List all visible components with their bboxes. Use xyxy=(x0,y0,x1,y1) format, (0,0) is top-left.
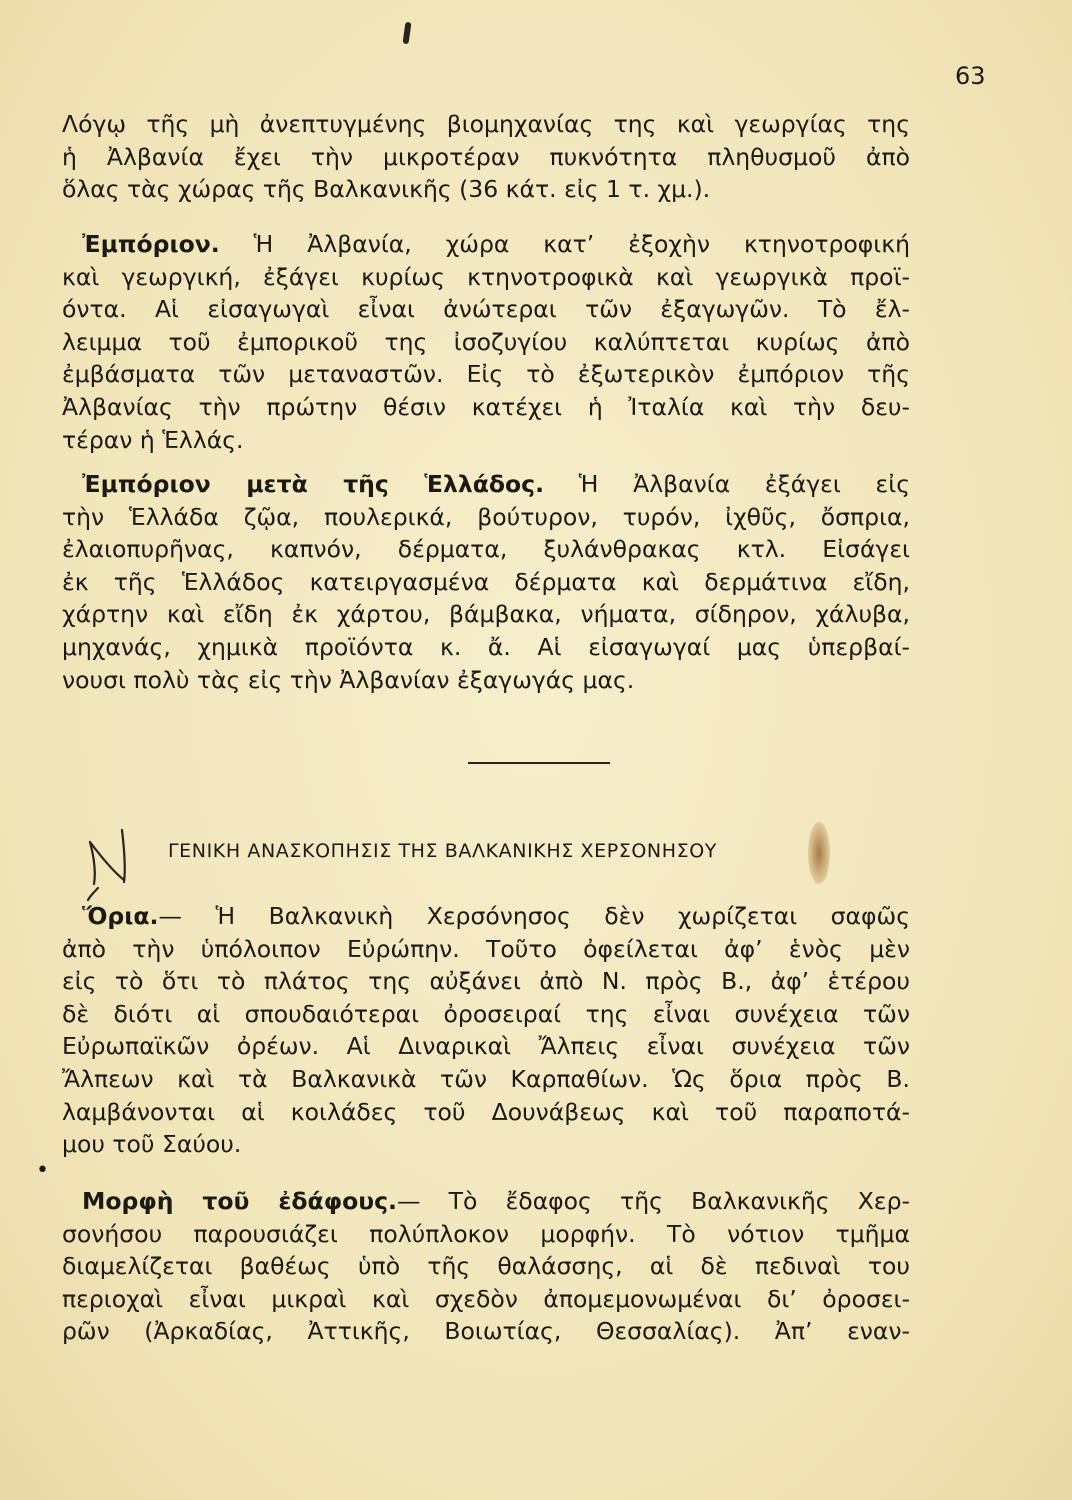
handwritten-initial-n xyxy=(80,822,142,902)
text-line: χάρτην καὶ εἴδη ἐκ χάρτου, βάμβακα, νήματα, σίδηρον, χάλυβα, xyxy=(62,600,910,629)
paragraph-terrain xyxy=(62,1185,910,1348)
paragraph-heading: Ὅρια. xyxy=(82,902,159,930)
paragraph-heading: Μορφὴ τοῦ ἐδάφους. xyxy=(82,1187,397,1215)
text-line: τέραν ἡ Ἑλλάς. xyxy=(62,425,244,454)
text-line xyxy=(62,900,910,933)
text-fragment: Ἡ Ἀλβανία, χώρα κατ’ ἐξοχὴν κτηνοτροφική xyxy=(253,230,910,258)
paragraph-trade-greece xyxy=(62,468,910,696)
text-fragment: — Τὸ ἔδαφος τῆς Βαλκανικῆς Χερ- xyxy=(396,1187,910,1215)
paragraph-trade xyxy=(62,228,910,456)
text-line: λαμβάνονται αἱ κοιλάδες τοῦ Δουνάβεως καὶ τοῦ παραποτά- xyxy=(62,1097,910,1126)
text-line: Εὐρωπαϊκῶν ὀρέων. Αἱ Διναρικαὶ Ἄλπεις εἶναι συνέχεια τῶν xyxy=(62,1032,910,1061)
text-line: όντα. Αἱ εἰσαγωγαὶ εἶναι ἀνώτεραι τῶν ἐξαγωγῶν. Τὸ ἔλ- xyxy=(62,295,910,324)
text-fragment: — Ἡ Βαλκανικὴ Χερσόνησος δὲν χωρίζεται σαφῶς xyxy=(158,902,910,930)
section-divider xyxy=(468,762,610,764)
text-line: ὅλας τὰς χώρας τῆς Βαλκανικῆς (36 κάτ. εἰς 1 τ. χμ.). xyxy=(62,175,711,204)
text-line: ἐμβάσματα τῶν μεταναστῶν. Εἰς τὸ ἐξωτερικὸν ἐμπόριον τῆς xyxy=(62,360,910,389)
ink-mark xyxy=(402,22,411,45)
text-line: δὲ διότι αἱ σπουδαιότεραι ὀροσειραί της εἶναι συνέχεια τῶν xyxy=(62,999,910,1028)
text-line xyxy=(62,1185,910,1218)
text-line: ἀπὸ τὴν ὑπόλοιπον Εὐρώπην. Τοῦτο ὀφείλεται ἀφ’ ἑνὸς μὲν xyxy=(62,934,910,963)
text-line: ἡ Ἀλβανία ἔχει τὴν μικροτέραν πυκνότητα πληθυσμοῦ ἀπὸ xyxy=(62,142,910,171)
section-heading: ΓΕΝΙΚΗ ΑΝΑΣΚΟΠΗΣΙΣ ΤΗΣ ΒΑΛΚΑΝΙΚΗΣ ΧΕΡΣΟΝΗΣΟΥ xyxy=(168,840,717,862)
text-line: μηχανάς, χημικὰ προϊόντα κ. ἄ. Αἱ εἰσαγωγαί μας ὑπερβαί- xyxy=(62,632,910,661)
text-line: καὶ γεωργική, ἐξάγει κυρίως κτηνοτροφικὰ καὶ γεωργικὰ προϊ- xyxy=(62,262,910,291)
page-number: 63 xyxy=(955,62,986,90)
text-line xyxy=(62,468,910,501)
paragraph-heading: Ἐμπόριον. xyxy=(82,230,220,258)
margin-dot: • xyxy=(36,1158,49,1183)
paragraph-heading: Ἐμπόριον μετὰ τῆς Ἑλλάδος. xyxy=(82,470,545,498)
text-line: Ἀλβανίας τὴν πρώτην θέσιν κατέχει ἡ Ἰταλία καὶ τὴν δευ- xyxy=(62,392,910,421)
text-line: σονήσου παρουσιάζει πολύπλοκον μορφήν. Τὸ νότιον τμῆμα xyxy=(62,1219,910,1248)
text-line: τὴν Ἑλλάδα ζῷα, πουλερικά, βούτυρον, τυρόν, ἰχθῦς, ὄσπρια, xyxy=(62,502,910,531)
text-fragment: Ἡ Ἀλβανία ἐξάγει εἰς xyxy=(578,470,910,498)
text-line: Λόγῳ τῆς μὴ ἀνεπτυγμένης βιομηχανίας της καὶ γεωργίας της xyxy=(62,110,910,138)
paper-stain xyxy=(808,822,830,884)
paragraph-population xyxy=(62,108,910,206)
text-line xyxy=(62,228,910,261)
text-line: μου τοῦ Σαύου. xyxy=(62,1130,242,1159)
text-line: νουσι πολὺ τὰς εἰς τὴν Ἀλβανίαν ἐξαγωγάς μας. xyxy=(62,665,635,694)
text-line: εἰς τὸ ὅτι τὸ πλάτος της αὐξάνει ἀπὸ Ν. πρὸς Β., ἀφ’ ἑτέρου xyxy=(62,967,910,996)
text-line: ἐκ τῆς Ἑλλάδος κατειργασμένα δέρματα καὶ δερμάτινα εἴδη, xyxy=(62,567,910,596)
text-line: Ἄλπεων καὶ τὰ Βαλκανικὰ τῶν Καρπαθίων. Ὡς ὅρια πρὸς Β. xyxy=(62,1064,910,1093)
paragraph-borders xyxy=(62,900,910,1161)
text-line: ρῶν (Ἀρκαδίας, Ἀττικῆς, Βοιωτίας, Θεσσαλίας). Ἀπ’ εναν- xyxy=(62,1317,910,1346)
text-line: ἐλαιοπυρῆνας, καπνόν, δέρματα, ξυλάνθρακας κτλ. Εἰσάγει xyxy=(62,535,910,564)
text-line: περιοχαὶ εἶναι μικραὶ καὶ σχεδὸν ἀπομεμονωμέναι δι’ ὀροσει- xyxy=(62,1284,910,1313)
text-line: διαμελίζεται βαθέως ὑπὸ τῆς θαλάσσης, αἱ δὲ πεδιναὶ του xyxy=(62,1252,910,1281)
text-line: λειμμα τοῦ ἐμπορικοῦ της ἰσοζυγίου καλύπτεται κυρίως ἀπὸ xyxy=(62,327,910,356)
